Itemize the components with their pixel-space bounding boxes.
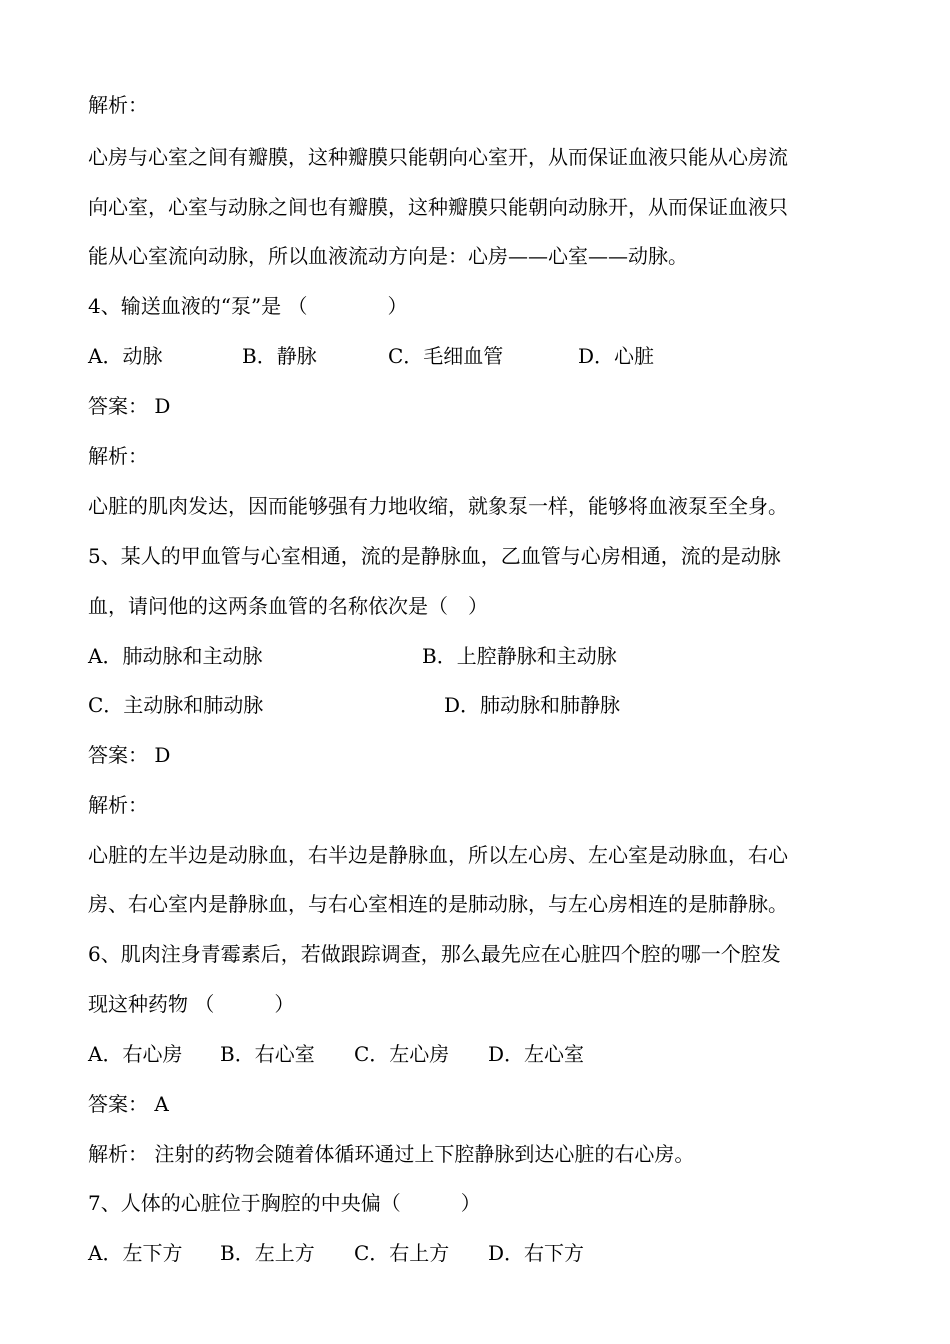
q6-option-c: C．左心房 <box>354 1042 450 1066</box>
q5-question-line-1: 5、某人的甲血管与心室相通，流的是静脉血，乙血管与心房相通，流的是动脉 <box>88 544 781 568</box>
q6-analysis: 解析： 注射的药物会随着体循环通过上下腔静脉到达心脏的右心房。 <box>88 1142 695 1166</box>
q5-analysis-label: 解析： <box>88 793 148 817</box>
prev-analysis-line-3: 能从心室流向动脉，所以血液流动方向是：心房——心室——动脉。 <box>88 244 688 268</box>
q5-option-d: D．肺动脉和肺静脉 <box>444 693 621 717</box>
q4-analysis: 心脏的肌肉发达，因而能够强有力地收缩，就象泵一样，能够将血液泵至全身。 <box>88 494 788 518</box>
q4-option-d: D．心脏 <box>578 344 655 368</box>
q6-question-line-1: 6、肌肉注身青霉素后，若做跟踪调查，那么最先应在心脏四个腔的哪一个腔发 <box>88 942 781 966</box>
q7-option-c: C．右上方 <box>354 1241 450 1265</box>
q5-answer: 答案： D <box>88 743 171 767</box>
prev-analysis-line-2: 向心室，心室与动脉之间也有瓣膜，这种瓣膜只能朝向动脉开，从而保证血液只 <box>88 195 788 219</box>
q7-question: 7、人体的心脏位于胸腔的中央偏（ ） <box>88 1191 481 1215</box>
q5-analysis-line-2: 房、右心室内是静脉血，与右心室相连的是肺动脉，与左心房相连的是肺静脉。 <box>88 892 788 916</box>
q7-option-b: B．左上方 <box>220 1241 315 1265</box>
q5-option-a: A．肺动脉和主动脉 <box>88 644 263 668</box>
q7-option-a: A．左下方 <box>88 1241 183 1265</box>
q6-option-d: D．左心室 <box>488 1042 585 1066</box>
prev-analysis-label: 解析： <box>88 93 148 117</box>
q4-option-c: C．毛细血管 <box>388 344 504 368</box>
q4-option-b: B．静脉 <box>242 344 317 368</box>
q6-option-a: A．右心房 <box>88 1042 183 1066</box>
prev-analysis-line-1: 心房与心室之间有瓣膜，这种瓣膜只能朝向心室开，从而保证血液只能从心房流 <box>88 145 788 169</box>
q5-option-b: B．上腔静脉和主动脉 <box>422 644 617 668</box>
q7-option-d: D．右下方 <box>488 1241 585 1265</box>
q4-answer: 答案： D <box>88 394 171 418</box>
q5-option-c: C．主动脉和肺动脉 <box>88 693 264 717</box>
q6-option-b: B．右心室 <box>220 1042 315 1066</box>
q4-question: 4、输送血液的“泵”是 （ ） <box>88 294 408 318</box>
q5-question-line-2: 血，请问他的这两条血管的名称依次是（ ） <box>88 594 488 618</box>
q4-option-a: A．动脉 <box>88 344 163 368</box>
q6-question-line-2: 现这种药物 （ ） <box>88 992 295 1016</box>
q6-answer: 答案： A <box>88 1092 169 1116</box>
q5-analysis-line-1: 心脏的左半边是动脉血，右半边是静脉血，所以左心房、左心室是动脉血，右心 <box>88 843 788 867</box>
q4-analysis-label: 解析： <box>88 444 148 468</box>
